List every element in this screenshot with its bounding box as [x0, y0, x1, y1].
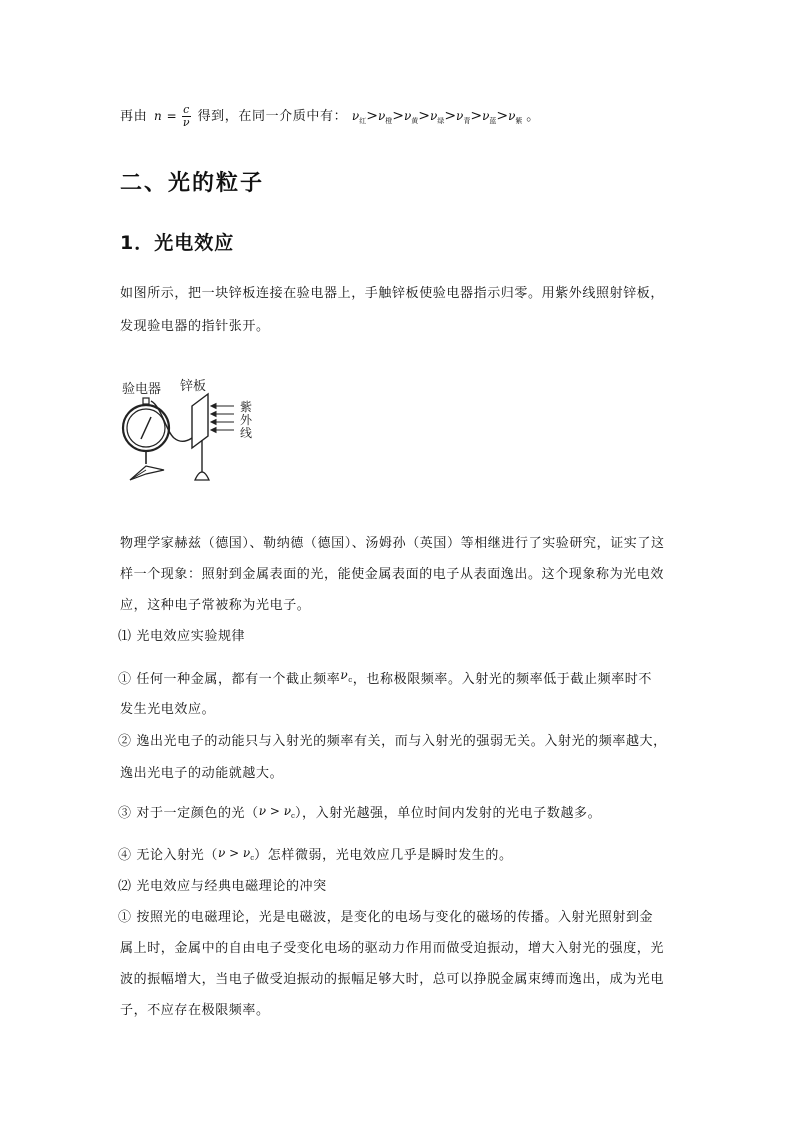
formula-fraction	[182, 104, 191, 129]
law-4-line	[118, 846, 513, 865]
frequency-condition	[259, 804, 295, 818]
nu-symbol: ν	[403, 109, 412, 123]
greater-than: >	[392, 108, 404, 124]
conflict-marker: ①	[118, 910, 132, 925]
connecting-wire	[151, 401, 192, 441]
law-3-pre: 对于一定颜色的光（	[136, 806, 259, 821]
subscript-yellow: 黄	[411, 117, 419, 125]
label-uv-3: 线	[240, 426, 253, 440]
subscript-violet: 紫	[515, 117, 523, 125]
nu-subscript: c	[348, 676, 353, 684]
subscript-green: 绿	[437, 117, 445, 125]
greater-than: >	[496, 108, 509, 124]
nu-symbol: ν	[430, 109, 438, 123]
conflict-text: 按照光的电磁理论，光是电磁波，是变化的电场与变化的磁场的传播。入射光照射到金	[136, 910, 654, 925]
conflict-line-2: 属上时，金属中的自由电子受变化电场的驱动力作用而做受迫振动，增大入射光的强度，光	[120, 941, 665, 956]
uv-light-arrows-icon	[211, 404, 234, 433]
nu-symbol: ν	[377, 109, 386, 123]
law-4-pre: 无论入射光（	[136, 848, 218, 863]
nu-symbol: ν	[351, 109, 360, 123]
formula-prefix: 再由	[120, 109, 148, 124]
law-3-marker: ③	[118, 806, 132, 821]
nu-symbol: ν	[456, 109, 464, 123]
law-2-line-2: 逸出光电子的动能就越大。	[120, 766, 284, 781]
intro-line-2: 发现验电器的指针张开。	[120, 319, 270, 334]
subsection-2-heading	[118, 880, 327, 894]
subsection-1-heading	[118, 630, 245, 644]
sub-heading: 1．光电效应	[120, 232, 235, 254]
label-electroscope: 验电器	[122, 382, 162, 397]
label-uv-1: 紫	[240, 400, 253, 414]
law-2-text: 逸出光电子的动能只与入射光的频率有关，而与入射光的强弱无关。入射光的频率越大，	[136, 734, 667, 749]
nu-symbol: ν	[340, 668, 349, 682]
zinc-plate-icon	[192, 394, 209, 480]
fraction-numerator: c	[183, 103, 190, 116]
greater-than: >	[366, 108, 378, 124]
law-1-line-2: 发生光电效应。	[120, 702, 216, 717]
condition-subscript: c	[250, 854, 255, 862]
conflict-line-3: 波的振幅增大，当电子做受迫振动的振幅足够大时，总可以挣脱金属束缚而逸出，成为光电	[120, 972, 665, 987]
law-3-post: ），入射光越强，单位时间内发射的光电子数越多。	[294, 806, 602, 821]
law-1-pre: 任何一种金属，都有一个截止频率	[136, 672, 341, 687]
subscript-orange: 橙	[385, 117, 393, 125]
electroscope-icon	[123, 398, 169, 480]
subsection-1-marker: ⑴	[118, 629, 132, 644]
condition-text: ν > ν	[217, 846, 251, 860]
label-zinc-plate: 锌板	[180, 379, 207, 394]
cutoff-frequency-symbol	[340, 668, 352, 682]
law-1-marker: ①	[118, 672, 132, 687]
law-2-line-1	[118, 735, 667, 749]
intro-line-1: 如图所示，把一块锌板连接在验电器上，手触锌板使验电器指示归零。用紫外线照射锌板，	[120, 286, 665, 301]
electroscope-zinc-plate-figure	[116, 376, 266, 488]
subscript-red: 红	[359, 117, 367, 125]
law-2-marker: ②	[118, 734, 132, 749]
conflict-line-1	[118, 911, 653, 925]
subsection-2-title: 光电效应与经典电磁理论的冲突	[136, 879, 327, 894]
formula-end: 。	[526, 109, 540, 124]
section-heading: 二、光的粒子	[120, 171, 265, 196]
conflict-line-4: 子，不应存在极限频率。	[120, 1003, 270, 1018]
subscript-cyan: 青	[463, 117, 471, 125]
law-3-line	[118, 804, 601, 823]
subscript-blue: 蓝	[489, 117, 497, 125]
fraction-denominator: ν	[182, 116, 191, 129]
formula-line	[120, 104, 540, 129]
nu-symbol: ν	[508, 109, 516, 123]
greater-than: >	[418, 108, 431, 124]
history-line-2: 样一个现象：照射到金属表面的光，能使金属表面的电子从表面逸出。这个现象称为光电效	[120, 567, 665, 582]
subsection-1-title: 光电效应实验规律	[136, 629, 246, 644]
refractive-index-formula	[154, 104, 191, 129]
nu-symbol: ν	[482, 109, 490, 123]
label-uv-2: 外	[240, 413, 253, 427]
law-1-line-1	[118, 668, 652, 687]
greater-than: >	[444, 108, 457, 124]
condition-text: ν > ν	[258, 804, 292, 818]
greater-than: >	[470, 108, 483, 124]
law-4-post: ）怎样微弱，光电效应几乎是瞬时发生的。	[254, 848, 513, 863]
condition-subscript: c	[291, 812, 295, 820]
law-4-marker: ④	[118, 848, 132, 863]
subsection-2-marker: ⑵	[118, 879, 132, 894]
law-1-post: ，也称极限频率。入射光的频率低于截止频率时不	[352, 672, 652, 687]
formula-middle: 得到，在同一介质中有：	[197, 109, 348, 124]
history-line-3: 应，这种电子常被称为光电子。	[120, 598, 311, 613]
formula-lhs: n =	[153, 109, 178, 123]
frequency-condition	[218, 846, 254, 860]
history-line-1: 物理学家赫兹（德国）、勒纳德（德国）、汤姆孙（英国）等相继进行了实验研究，证实了这	[120, 536, 665, 551]
speed-order-chain	[352, 109, 526, 123]
